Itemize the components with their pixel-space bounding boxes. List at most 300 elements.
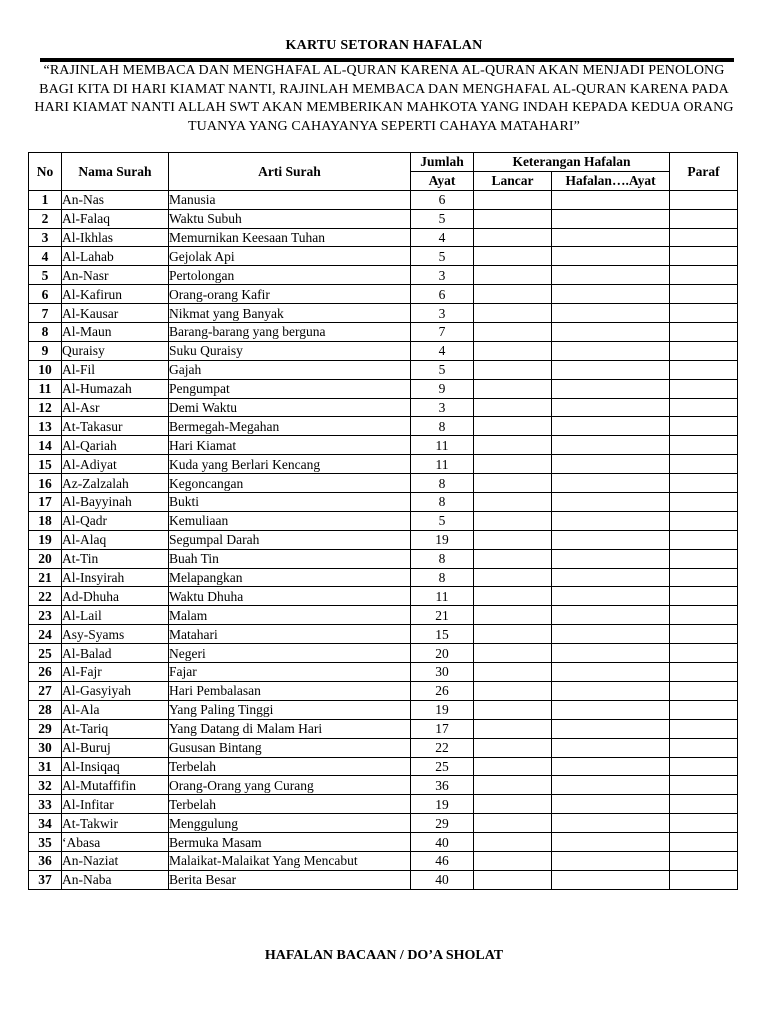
- surah-meaning: Malam: [169, 606, 411, 625]
- paraf-cell[interactable]: [670, 814, 738, 833]
- lancar-cell[interactable]: [474, 700, 552, 719]
- row-number: 29: [29, 719, 62, 738]
- surah-name: Al-Fil: [62, 360, 169, 379]
- paraf-cell[interactable]: [670, 719, 738, 738]
- lancar-cell[interactable]: [474, 851, 552, 870]
- table-row: [29, 190, 738, 209]
- verse-count: 40: [411, 870, 474, 889]
- row-number: 11: [29, 379, 62, 398]
- surah-meaning: Gajah: [169, 360, 411, 379]
- table-row: [29, 379, 738, 398]
- row-number: 18: [29, 511, 62, 530]
- paraf-cell[interactable]: [670, 209, 738, 228]
- hafalan-ayat-cell[interactable]: [552, 341, 670, 360]
- table-row: [29, 606, 738, 625]
- verse-count: 25: [411, 757, 474, 776]
- hafalan-ayat-cell[interactable]: [552, 530, 670, 549]
- surah-meaning: Bukti: [169, 493, 411, 512]
- hafalan-ayat-cell[interactable]: [552, 606, 670, 625]
- surah-meaning: Menggulung: [169, 814, 411, 833]
- hafalan-ayat-cell[interactable]: [552, 398, 670, 417]
- verse-count: 5: [411, 209, 474, 228]
- paraf-cell[interactable]: [670, 606, 738, 625]
- lancar-cell[interactable]: [474, 285, 552, 304]
- surah-meaning: Gejolak Api: [169, 247, 411, 266]
- verse-count: 19: [411, 700, 474, 719]
- surah-meaning: Segumpal Darah: [169, 530, 411, 549]
- row-number: 27: [29, 681, 62, 700]
- verse-count: 19: [411, 795, 474, 814]
- surah-meaning: Bermuka Masam: [169, 833, 411, 852]
- table-row: [29, 398, 738, 417]
- row-number: 21: [29, 568, 62, 587]
- table-row: [29, 511, 738, 530]
- lancar-cell[interactable]: [474, 209, 552, 228]
- verse-count: 20: [411, 644, 474, 663]
- surah-name: Al-Ala: [62, 700, 169, 719]
- row-number: 28: [29, 700, 62, 719]
- lancar-cell[interactable]: [474, 776, 552, 795]
- table-row: [29, 549, 738, 568]
- table-row: [29, 247, 738, 266]
- paraf-cell[interactable]: [670, 455, 738, 474]
- surah-name: Al-Buruj: [62, 738, 169, 757]
- lancar-cell[interactable]: [474, 738, 552, 757]
- surah-name: Al-Alaq: [62, 530, 169, 549]
- paraf-cell[interactable]: [670, 228, 738, 247]
- surah-meaning: Manusia: [169, 190, 411, 209]
- verse-count: 3: [411, 304, 474, 323]
- surah-meaning: Kuda yang Berlari Kencang: [169, 455, 411, 474]
- surah-name: Al-Infitar: [62, 795, 169, 814]
- table-row: [29, 530, 738, 549]
- col-header-no: No: [29, 153, 62, 191]
- paraf-cell[interactable]: [670, 757, 738, 776]
- table-row: [29, 851, 738, 870]
- paraf-cell[interactable]: [670, 379, 738, 398]
- surah-name: Al-Kafirun: [62, 285, 169, 304]
- verse-count: 36: [411, 776, 474, 795]
- paraf-cell[interactable]: [670, 833, 738, 852]
- row-number: 3: [29, 228, 62, 247]
- hafalan-ayat-cell[interactable]: [552, 285, 670, 304]
- paraf-cell[interactable]: [670, 341, 738, 360]
- verse-count: 4: [411, 228, 474, 247]
- table-row: [29, 436, 738, 455]
- surah-name: At-Takwir: [62, 814, 169, 833]
- lancar-cell[interactable]: [474, 814, 552, 833]
- lancar-cell[interactable]: [474, 568, 552, 587]
- hafalan-ayat-cell[interactable]: [552, 493, 670, 512]
- hafalan-ayat-cell[interactable]: [552, 436, 670, 455]
- surah-meaning: Demi Waktu: [169, 398, 411, 417]
- col-header-nama-surah: Nama Surah: [62, 153, 169, 191]
- surah-name: Al-Gasyiyah: [62, 681, 169, 700]
- lancar-cell[interactable]: [474, 323, 552, 342]
- hafalan-ayat-cell[interactable]: [552, 228, 670, 247]
- paraf-cell[interactable]: [670, 644, 738, 663]
- paraf-cell[interactable]: [670, 625, 738, 644]
- row-number: 35: [29, 833, 62, 852]
- hafalan-ayat-cell[interactable]: [552, 417, 670, 436]
- table-row: [29, 757, 738, 776]
- lancar-cell[interactable]: [474, 511, 552, 530]
- table-row: [29, 228, 738, 247]
- verse-count: 3: [411, 398, 474, 417]
- surah-name: Asy-Syams: [62, 625, 169, 644]
- row-number: 32: [29, 776, 62, 795]
- surah-meaning: Nikmat yang Banyak: [169, 304, 411, 323]
- surah-meaning: Hari Kiamat: [169, 436, 411, 455]
- hafalan-ayat-cell[interactable]: [552, 304, 670, 323]
- surah-meaning: Orang-orang Kafir: [169, 285, 411, 304]
- surah-meaning: Berita Besar: [169, 870, 411, 889]
- lancar-cell[interactable]: [474, 606, 552, 625]
- surah-name: Al-Lail: [62, 606, 169, 625]
- hafalan-ayat-cell[interactable]: [552, 814, 670, 833]
- surah-meaning: Memurnikan Keesaan Tuhan: [169, 228, 411, 247]
- hafalan-ayat-cell[interactable]: [552, 266, 670, 285]
- lancar-cell[interactable]: [474, 304, 552, 323]
- paraf-cell[interactable]: [670, 587, 738, 606]
- hafalan-ayat-cell[interactable]: [552, 455, 670, 474]
- row-number: 23: [29, 606, 62, 625]
- hafalan-ayat-cell[interactable]: [552, 795, 670, 814]
- verse-count: 21: [411, 606, 474, 625]
- verse-count: 40: [411, 833, 474, 852]
- row-number: 7: [29, 304, 62, 323]
- verse-count: 8: [411, 493, 474, 512]
- col-header-hafalan-ayat: Hafalan….Ayat: [552, 171, 670, 190]
- lancar-cell[interactable]: [474, 757, 552, 776]
- table-row: [29, 814, 738, 833]
- row-number: 34: [29, 814, 62, 833]
- paraf-cell[interactable]: [670, 568, 738, 587]
- surah-name: Al-Humazah: [62, 379, 169, 398]
- surah-name: Al-Ikhlas: [62, 228, 169, 247]
- surah-meaning: Melapangkan: [169, 568, 411, 587]
- table-row: [29, 209, 738, 228]
- verse-count: 5: [411, 360, 474, 379]
- row-number: 25: [29, 644, 62, 663]
- surah-name: An-Naba: [62, 870, 169, 889]
- lancar-cell[interactable]: [474, 870, 552, 889]
- lancar-cell[interactable]: [474, 795, 552, 814]
- row-number: 22: [29, 587, 62, 606]
- hafalan-ayat-cell[interactable]: [552, 719, 670, 738]
- verse-count: 5: [411, 247, 474, 266]
- row-number: 2: [29, 209, 62, 228]
- paraf-cell[interactable]: [670, 285, 738, 304]
- lancar-cell[interactable]: [474, 266, 552, 285]
- row-number: 33: [29, 795, 62, 814]
- surah-name: Al-Asr: [62, 398, 169, 417]
- table-row: [29, 285, 738, 304]
- table-row: [29, 417, 738, 436]
- memorization-table: [28, 152, 738, 890]
- hafalan-ayat-cell[interactable]: [552, 190, 670, 209]
- paraf-cell[interactable]: [670, 323, 738, 342]
- surah-meaning: Terbelah: [169, 795, 411, 814]
- verse-count: 15: [411, 625, 474, 644]
- table-row: [29, 455, 738, 474]
- hafalan-ayat-cell[interactable]: [552, 681, 670, 700]
- verse-count: 17: [411, 719, 474, 738]
- verse-count: 6: [411, 285, 474, 304]
- verse-count: 4: [411, 341, 474, 360]
- verse-count: 8: [411, 417, 474, 436]
- hafalan-ayat-cell[interactable]: [552, 776, 670, 795]
- lancar-cell[interactable]: [474, 455, 552, 474]
- verse-count: 46: [411, 851, 474, 870]
- verse-count: 11: [411, 455, 474, 474]
- col-header-arti-surah: Arti Surah: [169, 153, 411, 191]
- paraf-cell[interactable]: [670, 851, 738, 870]
- row-number: 31: [29, 757, 62, 776]
- lancar-cell[interactable]: [474, 228, 552, 247]
- surah-name: Ad-Dhuha: [62, 587, 169, 606]
- surah-meaning: Kegoncangan: [169, 474, 411, 493]
- surah-meaning: Barang-barang yang berguna: [169, 323, 411, 342]
- row-number: 5: [29, 266, 62, 285]
- hafalan-ayat-cell[interactable]: [552, 851, 670, 870]
- surah-name: Al-Falaq: [62, 209, 169, 228]
- row-number: 24: [29, 625, 62, 644]
- table-row: [29, 266, 738, 285]
- surah-name: Al-Lahab: [62, 247, 169, 266]
- table-row: [29, 360, 738, 379]
- paraf-cell[interactable]: [670, 247, 738, 266]
- paraf-cell[interactable]: [670, 436, 738, 455]
- lancar-cell[interactable]: [474, 681, 552, 700]
- paraf-cell[interactable]: [670, 474, 738, 493]
- verse-count: 26: [411, 681, 474, 700]
- row-number: 13: [29, 417, 62, 436]
- lancar-cell[interactable]: [474, 587, 552, 606]
- paraf-cell[interactable]: [670, 304, 738, 323]
- motto-quote: “RAJINLAH MEMBACA DAN MENGHAFAL AL-QURAN KARENA AL-QURAN AKAN MENJADI PENOLONG BAGI KITA DI HARI KIAMAT NANTI, RAJINLAH MEMBACA DAN MENGHAFAL AL-QURAN KARENA PADA HARI KIAMAT NANTI ALLAH SWT AKAN MEMBERIKAN MAHKOTA YANG INDAH KEPADA KEDUA ORANG TUANYA YANG CAHAYANYA SEPERTI CAHAYA MATAHARI”: [34, 63, 734, 134]
- verse-count: 7: [411, 323, 474, 342]
- surah-name: Az-Zalzalah: [62, 474, 169, 493]
- surah-meaning: Suku Quraisy: [169, 341, 411, 360]
- lancar-cell[interactable]: [474, 644, 552, 663]
- hafalan-ayat-cell[interactable]: [552, 700, 670, 719]
- surah-meaning: Negeri: [169, 644, 411, 663]
- verse-count: 8: [411, 568, 474, 587]
- surah-meaning: Waktu Dhuha: [169, 587, 411, 606]
- lancar-cell[interactable]: [474, 474, 552, 493]
- paraf-cell[interactable]: [670, 417, 738, 436]
- paraf-cell[interactable]: [670, 549, 738, 568]
- lancar-cell[interactable]: [474, 625, 552, 644]
- table-row: [29, 776, 738, 795]
- table-row: [29, 304, 738, 323]
- lancar-cell[interactable]: [474, 398, 552, 417]
- surah-meaning: Waktu Subuh: [169, 209, 411, 228]
- paraf-cell[interactable]: [670, 511, 738, 530]
- lancar-cell[interactable]: [474, 833, 552, 852]
- row-number: 19: [29, 530, 62, 549]
- surah-name: Al-Adiyat: [62, 455, 169, 474]
- verse-count: 19: [411, 530, 474, 549]
- surah-meaning: Orang-Orang yang Curang: [169, 776, 411, 795]
- table-row: [29, 870, 738, 889]
- header-row-1: [29, 153, 738, 172]
- col-header-jumlah: Jumlah: [411, 153, 474, 172]
- table-row: [29, 795, 738, 814]
- hafalan-ayat-cell[interactable]: [552, 568, 670, 587]
- surah-meaning: Pengumpat: [169, 379, 411, 398]
- page-title: KARTU SETORAN HAFALAN: [285, 38, 483, 53]
- paraf-cell[interactable]: [670, 681, 738, 700]
- hafalan-ayat-cell[interactable]: [552, 511, 670, 530]
- hafalan-ayat-cell[interactable]: [552, 247, 670, 266]
- table-row: [29, 323, 738, 342]
- surah-name: Quraisy: [62, 341, 169, 360]
- verse-count: 8: [411, 549, 474, 568]
- row-number: 30: [29, 738, 62, 757]
- verse-count: 22: [411, 738, 474, 757]
- hafalan-ayat-cell[interactable]: [552, 323, 670, 342]
- row-number: 16: [29, 474, 62, 493]
- row-number: 26: [29, 663, 62, 682]
- table-row: [29, 341, 738, 360]
- surah-meaning: Yang Datang di Malam Hari: [169, 719, 411, 738]
- surah-meaning: Fajar: [169, 663, 411, 682]
- row-number: 9: [29, 341, 62, 360]
- surah-name: Al-Insyirah: [62, 568, 169, 587]
- lancar-cell[interactable]: [474, 247, 552, 266]
- row-number: 37: [29, 870, 62, 889]
- verse-count: 3: [411, 266, 474, 285]
- lancar-cell[interactable]: [474, 530, 552, 549]
- paraf-cell[interactable]: [670, 493, 738, 512]
- row-number: 8: [29, 323, 62, 342]
- surah-name: ‘Abasa: [62, 833, 169, 852]
- verse-count: 11: [411, 587, 474, 606]
- surah-meaning: Gususan Bintang: [169, 738, 411, 757]
- hafalan-ayat-cell[interactable]: [552, 587, 670, 606]
- surah-name: Al-Kausar: [62, 304, 169, 323]
- table-row: [29, 738, 738, 757]
- surah-name: Al-Maun: [62, 323, 169, 342]
- table-row: [29, 700, 738, 719]
- hafalan-ayat-cell[interactable]: [552, 549, 670, 568]
- row-number: 17: [29, 493, 62, 512]
- hafalan-ayat-cell[interactable]: [552, 833, 670, 852]
- col-header-lancar: Lancar: [474, 171, 552, 190]
- col-header-paraf: Paraf: [670, 153, 738, 191]
- lancar-cell[interactable]: [474, 663, 552, 682]
- table-row: [29, 625, 738, 644]
- hafalan-ayat-cell[interactable]: [552, 757, 670, 776]
- row-number: 14: [29, 436, 62, 455]
- table-row: [29, 568, 738, 587]
- verse-count: 30: [411, 663, 474, 682]
- paraf-cell[interactable]: [670, 360, 738, 379]
- verse-count: 8: [411, 474, 474, 493]
- hafalan-ayat-cell[interactable]: [552, 360, 670, 379]
- verse-count: 11: [411, 436, 474, 455]
- surah-meaning: Yang Paling Tinggi: [169, 700, 411, 719]
- hafalan-ayat-cell[interactable]: [552, 209, 670, 228]
- surah-meaning: Kemuliaan: [169, 511, 411, 530]
- verse-count: 29: [411, 814, 474, 833]
- paraf-cell[interactable]: [670, 530, 738, 549]
- lancar-cell[interactable]: [474, 417, 552, 436]
- surah-name: At-Tariq: [62, 719, 169, 738]
- paraf-cell[interactable]: [670, 795, 738, 814]
- surah-meaning: Hari Pembalasan: [169, 681, 411, 700]
- surah-meaning: Matahari: [169, 625, 411, 644]
- paraf-cell[interactable]: [670, 700, 738, 719]
- lancar-cell[interactable]: [474, 436, 552, 455]
- surah-meaning: Bermegah-Megahan: [169, 417, 411, 436]
- hafalan-ayat-cell[interactable]: [552, 625, 670, 644]
- surah-name: Al-Insiqaq: [62, 757, 169, 776]
- table-row: [29, 587, 738, 606]
- paraf-cell[interactable]: [670, 190, 738, 209]
- lancar-cell[interactable]: [474, 493, 552, 512]
- hafalan-ayat-cell[interactable]: [552, 474, 670, 493]
- surah-meaning: Terbelah: [169, 757, 411, 776]
- lancar-cell[interactable]: [474, 719, 552, 738]
- hafalan-ayat-cell[interactable]: [552, 379, 670, 398]
- row-number: 4: [29, 247, 62, 266]
- surah-name: At-Takasur: [62, 417, 169, 436]
- row-number: 10: [29, 360, 62, 379]
- verse-count: 5: [411, 511, 474, 530]
- surah-name: At-Tin: [62, 549, 169, 568]
- col-header-keterangan-hafalan: Keterangan Hafalan: [474, 153, 670, 172]
- table-row: [29, 681, 738, 700]
- table-row: [29, 644, 738, 663]
- section-heading-hafalan-bacaan: HAFALAN BACAAN / DO’A SHOLAT: [264, 948, 504, 963]
- lancar-cell[interactable]: [474, 341, 552, 360]
- lancar-cell[interactable]: [474, 549, 552, 568]
- surah-name: Al-Mutaffifin: [62, 776, 169, 795]
- verse-count: 9: [411, 379, 474, 398]
- surah-name: Al-Qadr: [62, 511, 169, 530]
- hafalan-ayat-cell[interactable]: [552, 644, 670, 663]
- surah-name: Al-Balad: [62, 644, 169, 663]
- surah-name: An-Nasr: [62, 266, 169, 285]
- hafalan-ayat-cell[interactable]: [552, 870, 670, 889]
- surah-meaning: Malaikat-Malaikat Yang Mencabut: [169, 851, 411, 870]
- table-row: [29, 474, 738, 493]
- paraf-cell[interactable]: [670, 266, 738, 285]
- surah-meaning: Buah Tin: [169, 549, 411, 568]
- verse-count: 6: [411, 190, 474, 209]
- paraf-cell[interactable]: [670, 663, 738, 682]
- paraf-cell[interactable]: [670, 776, 738, 795]
- hafalan-ayat-cell[interactable]: [552, 663, 670, 682]
- hafalan-ayat-cell[interactable]: [552, 738, 670, 757]
- table-row: [29, 833, 738, 852]
- row-number: 36: [29, 851, 62, 870]
- lancar-cell[interactable]: [474, 190, 552, 209]
- lancar-cell[interactable]: [474, 360, 552, 379]
- lancar-cell[interactable]: [474, 379, 552, 398]
- table-row: [29, 493, 738, 512]
- paraf-cell[interactable]: [670, 398, 738, 417]
- surah-name: Al-Qariah: [62, 436, 169, 455]
- col-header-ayat: Ayat: [411, 171, 474, 190]
- row-number: 12: [29, 398, 62, 417]
- table-row: [29, 663, 738, 682]
- paraf-cell[interactable]: [670, 738, 738, 757]
- paraf-cell[interactable]: [670, 870, 738, 889]
